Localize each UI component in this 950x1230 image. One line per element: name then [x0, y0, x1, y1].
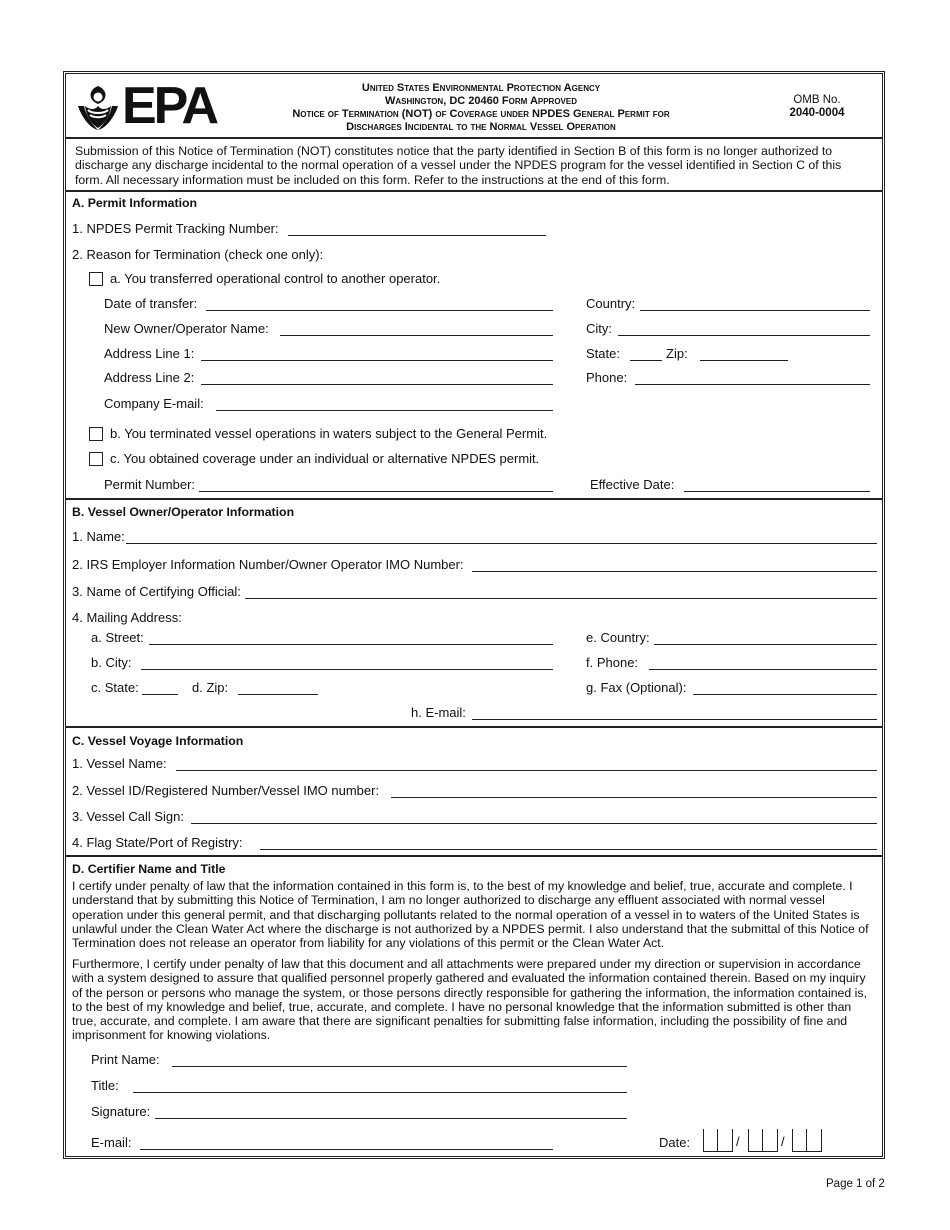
option-c-label: c. You obtained coverage under an individual or alternative NPDES permit.	[110, 451, 540, 466]
section-c	[66, 726, 882, 857]
street-label: a. Street:	[91, 630, 144, 645]
title-field[interactable]	[133, 1092, 627, 1093]
country-field[interactable]	[640, 310, 870, 311]
address2-field[interactable]	[201, 384, 553, 385]
new-owner-field[interactable]	[280, 335, 553, 336]
option-a-checkbox[interactable]	[89, 272, 103, 286]
irs-number-label: 2. IRS Employer Information Number/Owner Operator IMO Number:	[72, 557, 464, 572]
form-title-line1: Notice of Termination (NOT) of Coverage under NPDES General Permit for	[292, 108, 670, 120]
option-a-label: a. You transferred operational control to another operator.	[110, 271, 441, 286]
vessel-name-label: 1. Vessel Name:	[72, 756, 167, 771]
b-email-label: h. E-mail:	[411, 705, 466, 720]
zip-label: Zip:	[666, 346, 688, 361]
option-c-checkbox[interactable]	[89, 452, 103, 466]
phone-field[interactable]	[635, 384, 870, 385]
effective-date-field[interactable]	[684, 491, 870, 492]
state-label: State:	[586, 346, 620, 361]
certification-text-1: I certify under penalty of law that the information contained in this form is, to the best of my knowledge and belief, true, accurate and complete. I understand that by submitting this Notice of Termination, I am no longer authorized to discharge any effluent associated with normal vessel operation under this general permit, and that discharging pollutants related to the normal operation of a vessel in to waters of the United States is unlawful under the Clean Water Act where the discharge is not authorized by a NPDES permit. I also understand that the submittal of this Notice of Termination does not release an operator from liability for any violations of this permit or the Clean Water Act.	[72, 879, 869, 951]
owner-name-field[interactable]	[126, 543, 877, 544]
print-name-field[interactable]	[172, 1066, 627, 1067]
signature-field[interactable]	[155, 1118, 627, 1119]
date-transfer-label: Date of transfer:	[104, 296, 198, 311]
country-label: Country:	[586, 296, 636, 311]
certification-text-2: Furthermore, I certify under penalty of law that this document and all attachments were prepared under my direction or supervision in accordance with a system designed to assure that qualified personnel properly gathered and evaluated the information contained therein. Based on my inquiry of the person or persons who manage the system, or those persons directly responsible for gathering the information, the information contained is, to the best of my knowledge and belief, true, accurate, and complete. I have no personal knowledge that the information submitted is other than true, accurate, and complete. I am aware that there are significant penalties for submitting false information, including the possibility of fine and imprisonment for knowing violations.	[72, 957, 867, 1043]
address1-field[interactable]	[201, 360, 553, 361]
irs-number-field[interactable]	[472, 571, 877, 572]
vessel-id-label: 2. Vessel ID/Registered Number/Vessel IMO number:	[72, 783, 380, 798]
fax-field[interactable]	[693, 694, 877, 695]
b-email-field[interactable]	[472, 719, 877, 720]
fax-label: g. Fax (Optional):	[586, 680, 687, 695]
certifying-official-field[interactable]	[245, 598, 877, 599]
b-phone-label: f. Phone:	[586, 655, 639, 670]
state-field[interactable]	[630, 360, 662, 361]
owner-name-label: 1. Name:	[72, 529, 125, 544]
agency-address: Washington, DC 20460 Form Approved	[384, 95, 578, 107]
signature-label: Signature:	[91, 1104, 151, 1119]
company-email-label: Company E-mail:	[104, 396, 204, 411]
date-label: Date:	[659, 1135, 691, 1150]
vessel-name-field[interactable]	[176, 770, 877, 771]
call-sign-label: 3. Vessel Call Sign:	[72, 809, 185, 824]
b-phone-field[interactable]	[649, 669, 877, 670]
company-email-field[interactable]	[216, 410, 553, 411]
new-owner-label: New Owner/Operator Name:	[104, 321, 269, 336]
city-label: City:	[586, 321, 612, 336]
permit-number-label: Permit Number:	[104, 477, 196, 492]
city-field[interactable]	[618, 335, 870, 336]
flag-state-label: 4. Flag State/Port of Registry:	[72, 835, 243, 850]
d-email-label: E-mail:	[91, 1135, 132, 1150]
call-sign-field[interactable]	[191, 823, 877, 824]
b-state-field[interactable]	[142, 694, 178, 695]
section-c-title: C. Vessel Voyage Information	[72, 734, 244, 748]
section-a	[66, 190, 882, 500]
page-number: Page 1 of 2	[826, 1178, 885, 1190]
tracking-field[interactable]	[288, 235, 546, 236]
date-year-box[interactable]	[792, 1129, 822, 1152]
date-month-box[interactable]	[703, 1129, 733, 1152]
date-transfer-field[interactable]	[206, 310, 553, 311]
omb-label: OMB No.	[793, 94, 841, 106]
b-state-label: c. State:	[91, 680, 139, 695]
zip-field[interactable]	[700, 360, 788, 361]
b-country-field[interactable]	[654, 644, 877, 645]
date-day-box[interactable]	[748, 1129, 778, 1152]
d-email-field[interactable]	[140, 1149, 553, 1150]
epa-flower-icon	[76, 84, 120, 132]
date-separator-1: /	[736, 1134, 740, 1149]
certifying-official-label: 3. Name of Certifying Official:	[72, 584, 241, 599]
section-b-title: B. Vessel Owner/Operator Information	[72, 505, 295, 519]
b-city-field[interactable]	[141, 669, 553, 670]
agency-name: United States Environmental Protection Agency	[361, 82, 601, 94]
form-frame	[63, 71, 885, 1159]
intro-section	[66, 137, 882, 187]
b-zip-label: d. Zip:	[192, 680, 229, 695]
option-b-label: b. You terminated vessel operations in waters subject to the General Permit.	[110, 426, 548, 441]
section-d	[66, 855, 882, 1158]
mailing-address-label: 4. Mailing Address:	[72, 610, 182, 625]
option-b-checkbox[interactable]	[89, 427, 103, 441]
intro-text: Submission of this Notice of Termination (NOT) constitutes notice that the party identified in Section B of this form is no longer authorized to discharge any discharge incidental to the normal operation of a vessel under the NPDES program for the vessel identified in Section C of this form. All necessary information must be included on this form. Refer to the instructions at the end of this form.	[75, 144, 842, 187]
reason-label: 2. Reason for Termination (check one only):	[72, 247, 324, 262]
phone-label: Phone:	[586, 370, 628, 385]
tracking-label: 1. NPDES Permit Tracking Number:	[72, 221, 279, 236]
vessel-id-field[interactable]	[391, 797, 877, 798]
address1-label: Address Line 1:	[104, 346, 195, 361]
print-name-label: Print Name:	[91, 1052, 160, 1067]
form-title-line2: Discharges Incidental to the Normal Vessel Operation	[346, 121, 616, 133]
flag-state-field[interactable]	[260, 849, 877, 850]
b-zip-field[interactable]	[238, 694, 318, 695]
b-country-label: e. Country:	[586, 630, 650, 645]
section-a-title: A. Permit Information	[72, 196, 198, 210]
title-label: Title:	[91, 1078, 119, 1093]
section-b	[66, 498, 882, 728]
section-d-title: D. Certifier Name and Title	[72, 862, 226, 876]
effective-date-label: Effective Date:	[590, 477, 675, 492]
street-field[interactable]	[149, 644, 553, 645]
epa-logo-text: EPA	[122, 77, 217, 135]
date-separator-2: /	[781, 1134, 785, 1149]
omb-number: 2040-0004	[789, 107, 845, 119]
b-city-label: b. City:	[91, 655, 132, 670]
address2-label: Address Line 2:	[104, 370, 195, 385]
permit-number-field[interactable]	[199, 491, 553, 492]
